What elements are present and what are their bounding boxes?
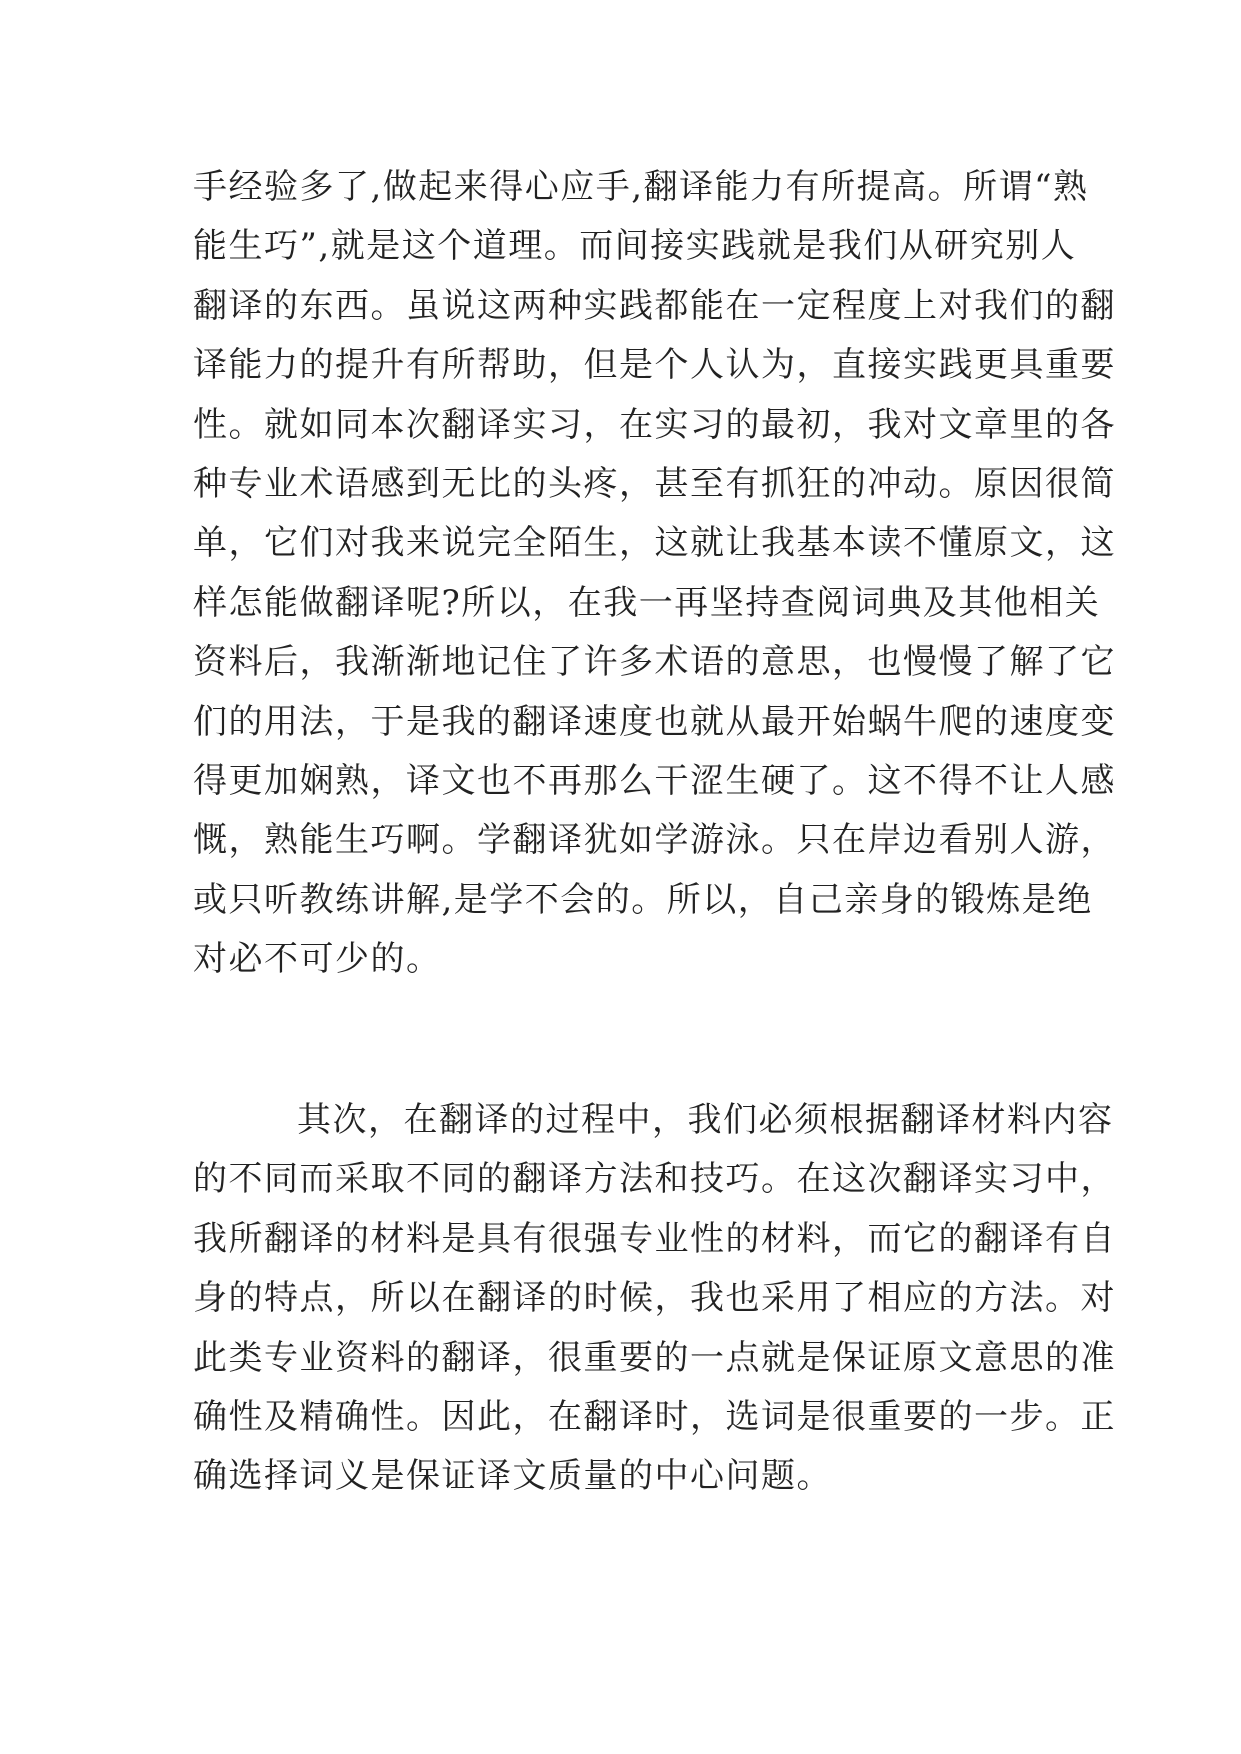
text-line: 性。就如同本次翻译实习，在实习的最初，我对文章里的各	[193, 404, 1116, 445]
text-line: 我所翻译的材料是具有很强专业性的材料，而它的翻译有自	[193, 1218, 1116, 1259]
text-line: 慨，熟能生巧啊。学翻译犹如学游泳。只在岸边看别人游，	[193, 820, 1116, 861]
text-line: 手经验多了,做起来得心应手,翻译能力有所提高。所谓“熟	[193, 167, 1089, 207]
text-line: 确性及精确性。因此，在翻译时，选词是很重要的一步。正	[193, 1396, 1116, 1437]
text-line: 确选择词义是保证译文质量的中心问题。	[193, 1456, 832, 1497]
paragraph-methods	[193, 1091, 1116, 1507]
text-line: 翻译的东西。虽说这两种实践都能在一定程度上对我们的翻	[193, 285, 1116, 326]
text-line: 得更加娴熟，译文也不再那么干涩生硬了。这不得不让人感	[193, 760, 1116, 801]
text-line: 种专业术语感到无比的头疼，甚至有抓狂的冲动。原因很简	[193, 463, 1116, 504]
text-line: 此类专业资料的翻译，很重要的一点就是保证原文意思的准	[193, 1337, 1116, 1378]
text-line: 单，它们对我来说完全陌生，这就让我基本读不懂原文，这	[193, 523, 1116, 564]
text-line: 们的用法，于是我的翻译速度也就从最开始蜗牛爬的速度变	[193, 701, 1116, 742]
text-line: 资料后，我渐渐地记住了许多术语的意思，也慢慢了解了它	[193, 642, 1116, 683]
text-line: 能生巧”,就是这个道理。而间接实践就是我们从研究别人	[193, 226, 1077, 267]
text-line: 样怎能做翻译呢?所以，在我一再坚持查阅词典及其他相关	[193, 582, 1101, 623]
paragraph-practice	[193, 158, 1116, 989]
text-line: 译能力的提升有所帮助，但是个人认为，直接实践更具重要	[193, 345, 1116, 386]
text-line: 身的特点，所以在翻译的时候，我也采用了相应的方法。对	[193, 1278, 1116, 1319]
text-line: 其次，在翻译的过程中，我们必须根据翻译材料内容	[297, 1100, 1114, 1140]
text-line: 对必不可少的。	[193, 939, 442, 980]
text-line: 或只听教练讲解,是学不会的。所以，自己亲身的锻炼是绝	[193, 879, 1093, 920]
text-line: 的不同而采取不同的翻译方法和技巧。在这次翻译实习中，	[193, 1159, 1116, 1200]
